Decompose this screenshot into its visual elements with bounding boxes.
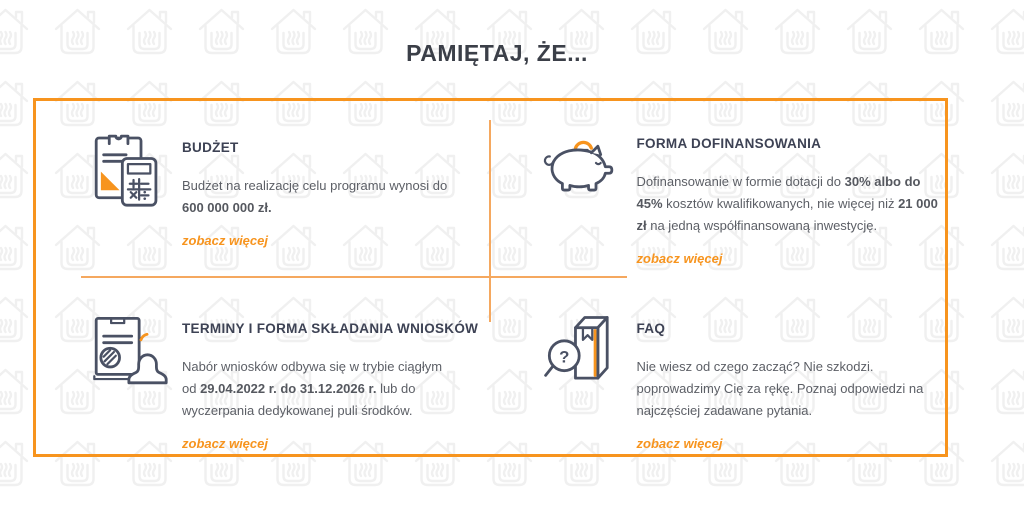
house-heat-watermark-icon <box>990 6 1024 56</box>
card-budget <box>36 101 491 278</box>
piggy-bank-icon <box>540 128 637 198</box>
house-heat-watermark-icon <box>0 150 29 200</box>
house-heat-watermark-icon <box>990 78 1024 128</box>
see-more-link-faq[interactable]: zobacz więcej <box>636 435 723 451</box>
house-heat-watermark-icon <box>990 222 1024 272</box>
page-title: PAMIĘTAJ, ŻE... <box>406 40 588 66</box>
card-title-budget: BUDŻET <box>182 140 239 155</box>
house-heat-watermark-icon <box>0 78 29 128</box>
card-text-deadlines: Nabór wniosków odbywa się w trybie ciągłym od 29.04.2022 r. do 31.12.2026 r. lub do wyczerpania dedykowanej puli środków. <box>182 358 443 418</box>
card-title-faq: FAQ <box>636 320 666 336</box>
book-magnifier-icon <box>540 309 637 395</box>
house-heat-watermark-icon <box>0 366 29 416</box>
card-text-faq: Nie wiesz od czego zacząć? Nie szkodzi. poprowadzimy Cię za rękę. Poznaj odpowiedzi na najczęściej zadawane pytania. <box>636 358 924 418</box>
house-heat-watermark-icon <box>990 438 1024 488</box>
house-heat-watermark-icon <box>990 294 1024 344</box>
card-text-funding-form: Dofinansowanie w formie dotacji do 30% albo do 45% kosztów kwalifikowanych, nie więcej niż 21 000 zł na jedną współfinansowaną inwestycję. <box>636 174 938 233</box>
house-heat-watermark-icon <box>0 222 29 272</box>
document-stamp-icon <box>85 309 182 395</box>
see-more-link-budget[interactable]: zobacz więcej <box>182 233 268 248</box>
card-deadlines <box>36 278 491 455</box>
card-faq <box>491 278 946 455</box>
clipboard-calculator-icon <box>85 128 182 218</box>
svg-text:?: ? <box>558 346 569 366</box>
see-more-link-funding-form[interactable]: zobacz więcej <box>636 251 723 266</box>
card-text-budget: Budżet na realizację celu programu wynosi do 600 000 000 zł. <box>182 178 448 215</box>
house-heat-watermark-icon <box>990 366 1024 416</box>
house-heat-watermark-icon <box>0 294 29 344</box>
card-title-funding-form: FORMA DOFINANSOWANIA <box>636 136 822 151</box>
card-funding-form <box>491 101 946 278</box>
house-heat-watermark-icon <box>990 150 1024 200</box>
info-panel <box>33 98 948 457</box>
card-title-deadlines: TERMINY I FORMA SKŁADANIA WNIOSKÓW <box>182 320 479 336</box>
see-more-link-deadlines[interactable]: zobacz więcej <box>182 435 268 451</box>
house-heat-watermark-icon <box>0 438 29 488</box>
